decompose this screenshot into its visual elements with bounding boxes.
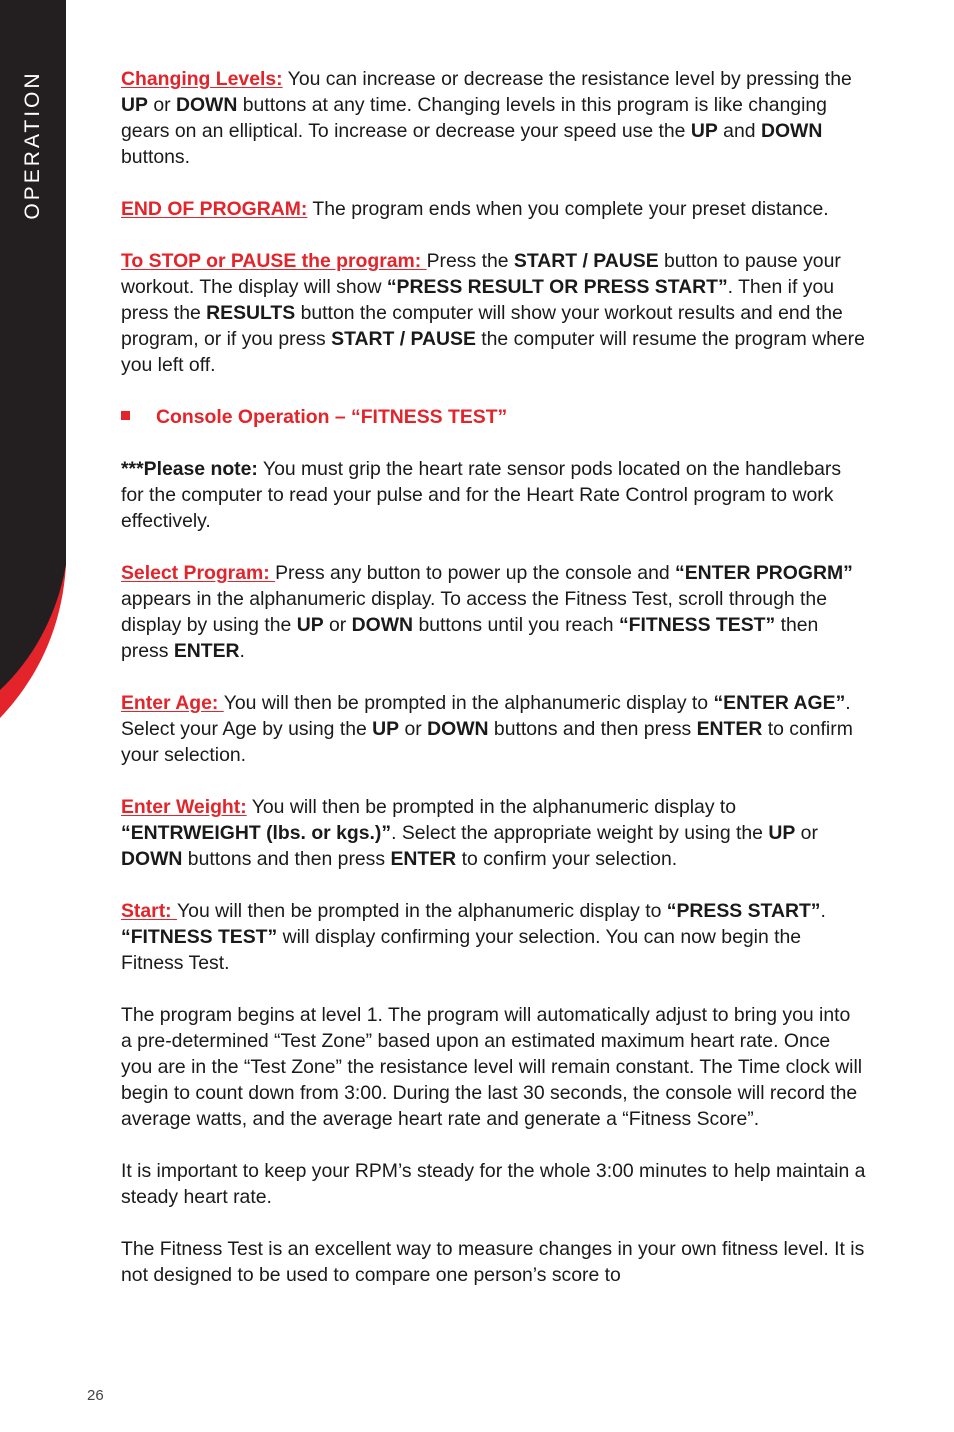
text: . Select your Age by using the bbox=[121, 692, 851, 740]
heading-start: Start: bbox=[121, 900, 178, 922]
heading-end-of-program: END OF PROGRAM: bbox=[121, 198, 308, 220]
paragraph-stop-pause bbox=[121, 248, 866, 378]
text: . bbox=[820, 900, 826, 922]
text: or bbox=[399, 718, 428, 740]
bold-text: DOWN bbox=[351, 614, 414, 636]
text: then press bbox=[121, 614, 819, 662]
paragraph-end-of-program bbox=[121, 196, 866, 222]
section-title: Console Operation – “FITNESS TEST” bbox=[156, 406, 508, 428]
section-heading-fitness-test bbox=[121, 404, 866, 430]
text: appears in the alphanumeric display. To access the Fitness Test, scroll through the display by using the bbox=[121, 588, 827, 636]
bold-text: UP bbox=[768, 822, 796, 844]
paragraph-please-note bbox=[121, 456, 866, 534]
square-bullet-icon bbox=[121, 411, 130, 420]
bold-text: “FITNESS TEST” bbox=[618, 614, 776, 636]
text: or bbox=[795, 822, 818, 844]
bold-text: UP bbox=[372, 718, 400, 740]
bold-text: DOWN bbox=[121, 848, 183, 870]
heading-enter-age: Enter Age: bbox=[121, 692, 224, 714]
text: You will then be prompted in the alphanumeric display to bbox=[223, 692, 714, 714]
text: button to pause your workout. The display will show bbox=[121, 250, 841, 298]
bold-text: RESULTS bbox=[206, 302, 296, 324]
text: and bbox=[717, 120, 761, 142]
bold-text: START / PAUSE bbox=[513, 250, 659, 272]
text: will display confirming your selection. You can now begin the Fitness Test. bbox=[121, 926, 802, 974]
heading-changing-levels: Changing Levels: bbox=[121, 68, 283, 90]
bold-text: UP bbox=[296, 614, 324, 636]
text: You will then be prompted in the alphanumeric display to bbox=[246, 796, 737, 818]
bold-text: DOWN bbox=[760, 120, 823, 142]
page-number: 26 bbox=[87, 1387, 104, 1404]
section-label: OPERATION bbox=[21, 70, 44, 220]
text: . bbox=[239, 640, 245, 662]
text: the computer will resume the program where you left off. bbox=[121, 328, 865, 376]
paragraph-select-program bbox=[121, 560, 866, 664]
text: You can increase or decrease the resistance level by pressing the bbox=[282, 68, 852, 90]
bold-text: “PRESS START” bbox=[666, 900, 821, 922]
text: . Select the appropriate weight by using the bbox=[391, 822, 769, 844]
text: Press the bbox=[426, 250, 514, 272]
text: buttons. bbox=[121, 146, 190, 168]
sidebar-tab bbox=[0, 0, 66, 720]
text: button the computer will show your workout results and end the program, or if you press bbox=[121, 302, 843, 350]
bold-text: “ENTER PROGRM” bbox=[675, 562, 853, 584]
text: You will then be prompted in the alphanumeric display to bbox=[177, 900, 667, 922]
bold-text: UP bbox=[121, 94, 148, 116]
text: or bbox=[323, 614, 352, 636]
paragraph-changing-levels bbox=[121, 66, 866, 170]
text: . Then if you press the bbox=[121, 276, 835, 324]
bold-text: START / PAUSE bbox=[331, 328, 476, 350]
bold-text: “PRESS RESULT OR PRESS START” bbox=[386, 276, 728, 298]
text: buttons and then press bbox=[182, 848, 391, 870]
text: Press any button to power up the console and bbox=[275, 562, 676, 584]
bold-text: DOWN bbox=[427, 718, 489, 740]
manual-body bbox=[121, 66, 866, 1314]
text: buttons and then press bbox=[488, 718, 697, 740]
note-label: ***Please note: bbox=[121, 458, 258, 480]
text: to confirm your selection. bbox=[121, 718, 853, 766]
bold-text: “ENTRWEIGHT (lbs. or kgs.)” bbox=[121, 822, 392, 844]
text: buttons until you reach bbox=[413, 614, 619, 636]
text: The program ends when you complete your preset distance. bbox=[307, 198, 829, 220]
paragraph-rpm-steady: It is important to keep your RPM’s steady for the whole 3:00 minutes to help maintain a steady heart rate. bbox=[121, 1160, 866, 1208]
text: buttons at any time. Changing levels in this program is like changing gears on an elliptical. To increase or decrease your speed use the bbox=[121, 94, 827, 142]
paragraph-fitness-test-measure: The Fitness Test is an excellent way to measure changes in your own fitness level. It is not designed to be used to compare one person’s score to bbox=[121, 1238, 865, 1286]
text: You must grip the heart rate sensor pods located on the handlebars for the computer to read your pulse and for the Heart Rate Control program to work effectively. bbox=[121, 458, 842, 532]
bold-text: ENTER bbox=[696, 718, 763, 740]
heading-select-program: Select Program: bbox=[121, 562, 276, 584]
bold-text: UP bbox=[690, 120, 718, 142]
bold-text: ENTER bbox=[390, 848, 457, 870]
bold-text: DOWN bbox=[175, 94, 238, 116]
paragraph-enter-age bbox=[121, 690, 866, 768]
text: to confirm your selection. bbox=[456, 848, 678, 870]
paragraph-enter-weight bbox=[121, 794, 866, 872]
heading-enter-weight: Enter Weight: bbox=[121, 796, 247, 818]
paragraph-program-begins: The program begins at level 1. The program will automatically adjust to bring you into a pre-determined “Test Zone” based upon an estimated maximum heart rate. Once you are in the “Test Zone” the resistance level will remain constant. The Time clock will begin to count down from 3:00. During the last 30 seconds, the console will record the average watts, and the average heart rate and generate a “Fitness Score”. bbox=[121, 1004, 863, 1130]
bold-text: “ENTER AGE” bbox=[713, 692, 846, 714]
paragraph-start bbox=[121, 898, 866, 976]
bold-text: ENTER bbox=[173, 640, 240, 662]
bold-text: “FITNESS TEST” bbox=[121, 926, 278, 948]
text: or bbox=[147, 94, 176, 116]
heading-stop-pause: To STOP or PAUSE the program: bbox=[121, 250, 427, 272]
